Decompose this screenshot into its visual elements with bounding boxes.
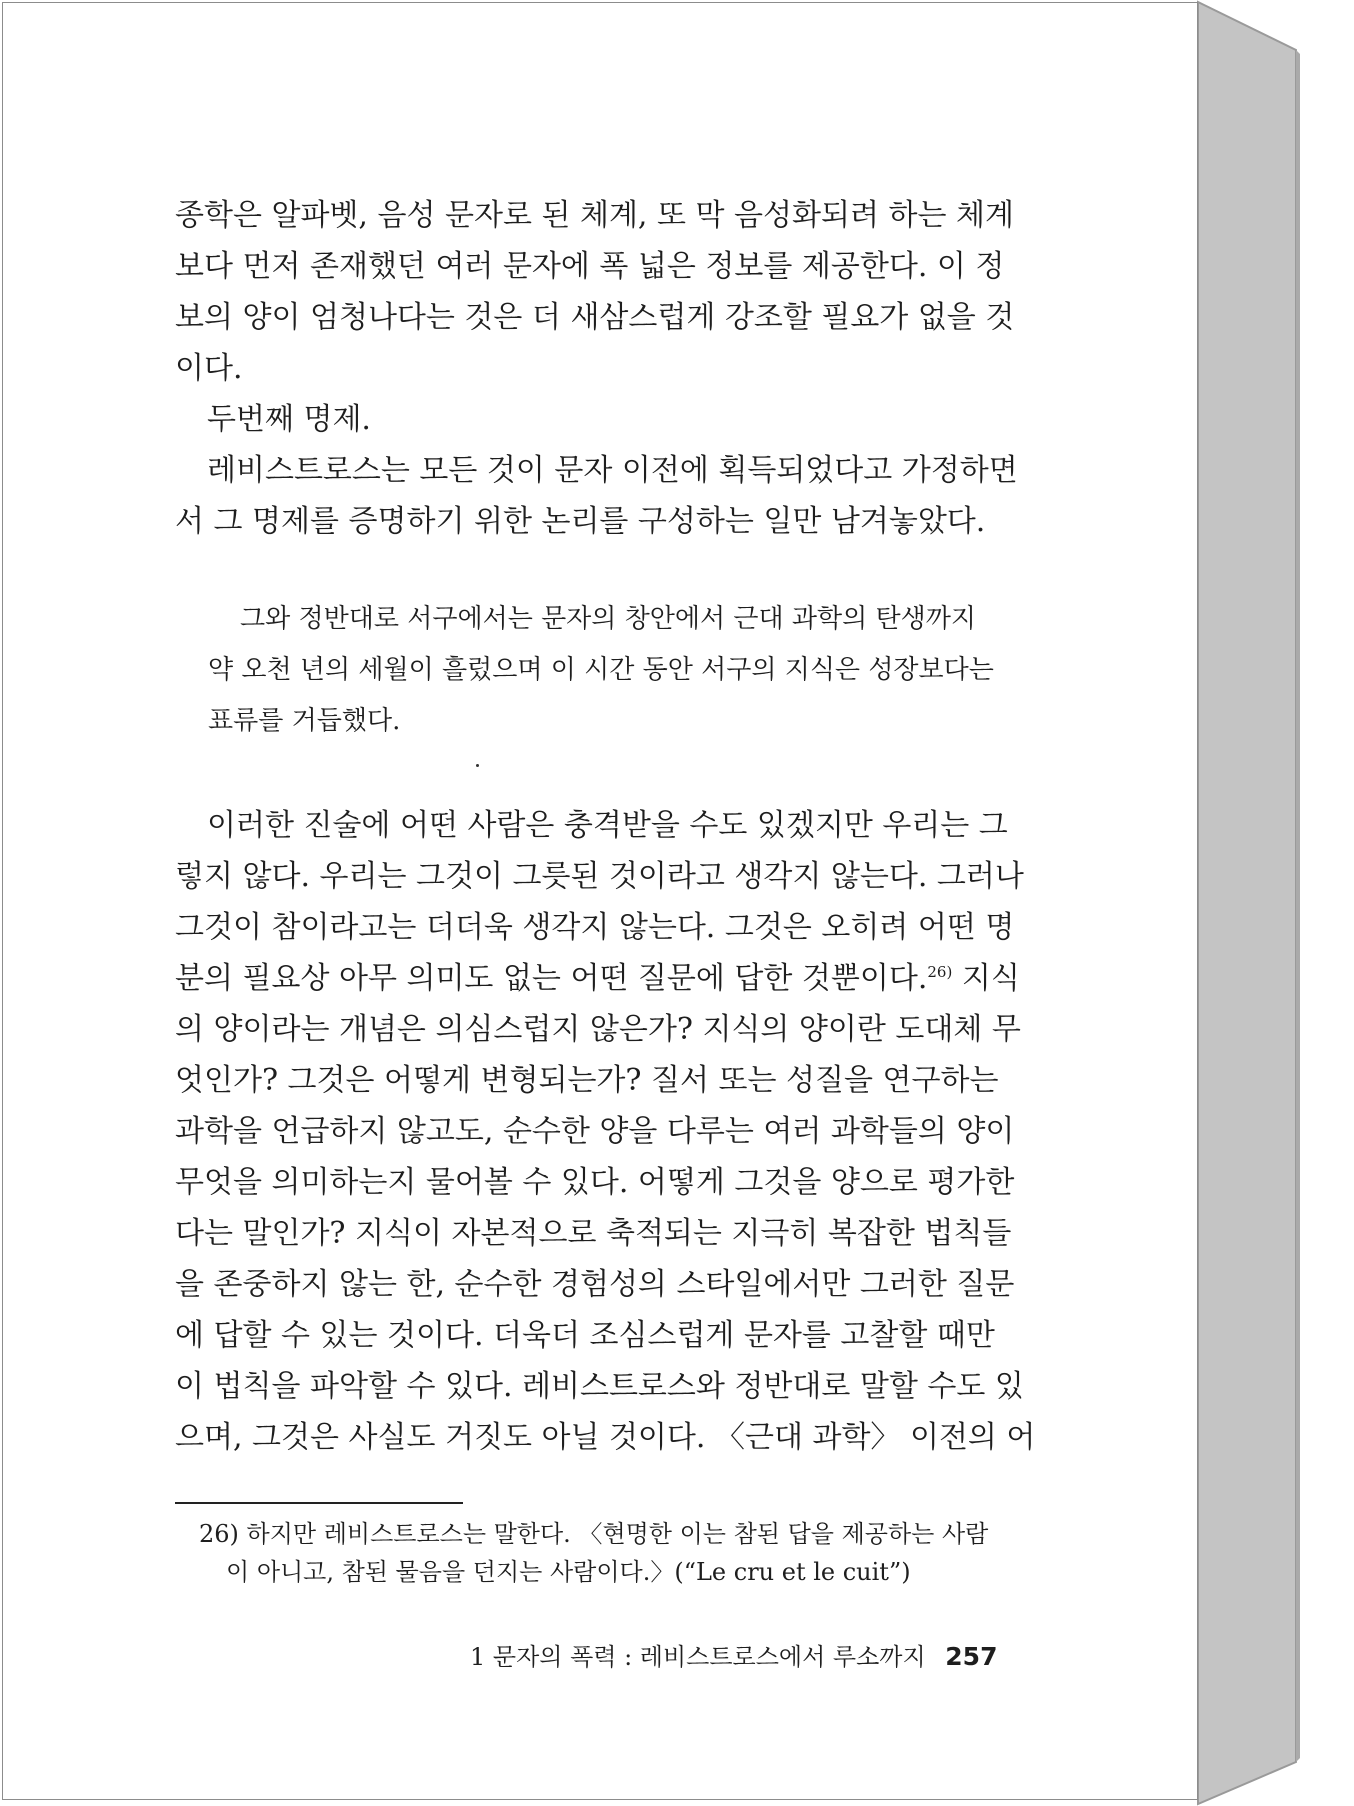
paragraph-main xyxy=(175,800,1050,1463)
block-quote xyxy=(208,594,1050,747)
text-line: 의 양이라는 개념은 의심스럽지 않은가? 지식의 양이란 도대체 무 xyxy=(175,1012,1021,1047)
footnote-line: 이 아니고, 참된 물음을 던지는 사람이다.〉(“Le cru et le cuit”) xyxy=(226,1558,911,1586)
text-line: 서 그 명제를 증명하기 위한 논리를 구성하는 일만 남겨놓았다. xyxy=(175,504,986,539)
proposition-heading: 두번째 명제. xyxy=(207,402,371,437)
chapter-title: 1 문자의 폭력 : 레비스트로스에서 루소까지 xyxy=(470,1643,926,1671)
text-line: 보다 먼저 존재했던 여러 문자에 폭 넓은 정보를 제공한다. 이 정 xyxy=(175,249,1005,284)
paragraph-top xyxy=(175,190,1050,547)
quote-line: 그와 정반대로 서구에서는 문자의 창안에서 근대 과학의 탄생까지 xyxy=(240,604,976,634)
text-line: 보의 양이 엄청나다는 것은 더 새삼스럽게 강조할 필요가 없을 것 xyxy=(175,300,1015,335)
text-line: 그것이 참이라고는 더더욱 생각지 않는다. 그것은 오히려 어떤 명 xyxy=(175,910,1015,945)
text-line: 종학은 알파벳, 음성 문자로 된 체계, 또 막 음성화되려 하는 체계 xyxy=(175,198,1014,233)
text-fragment: 분의 필요상 아무 의미도 없는 어떤 질문에 답한 것뿐이다. xyxy=(175,961,928,996)
footnote-rule xyxy=(175,1502,463,1504)
text-line: 과학을 언급하지 않고도, 순수한 양을 다루는 여러 과학들의 양이 xyxy=(175,1114,1015,1149)
text-line: 을 존중하지 않는 한, 순수한 경험성의 스타일에서만 그러한 질문 xyxy=(175,1267,1015,1302)
quote-line: 표류를 거듭했다. xyxy=(208,706,401,736)
text-line: 이 법칙을 파악할 수 있다. 레비스트로스와 정반대로 말할 수도 있 xyxy=(175,1369,1024,1404)
text-line: 다는 말인가? 지식이 자본적으로 축적되는 지극히 복잡한 법칙들 xyxy=(175,1216,1012,1251)
print-speck xyxy=(476,764,479,767)
text-line: 이다. xyxy=(175,351,243,386)
text-line: 레비스트로스는 모든 것이 문자 이전에 획득되었다고 가정하면 xyxy=(207,453,1018,488)
text-line: 에 답할 수 있는 것이다. 더욱더 조심스럽게 문자를 고찰할 때만 xyxy=(175,1318,995,1353)
text-line-with-footnote xyxy=(175,953,1050,1004)
page-number: 257 xyxy=(945,1642,998,1671)
text-line: 으며, 그것은 사실도 거짓도 아닐 것이다. 〈근대 과학〉 이전의 어 xyxy=(175,1420,1036,1455)
text-line: 엇인가? 그것은 어떻게 변형되는가? 질서 또는 성질을 연구하는 xyxy=(175,1063,999,1098)
text-fragment: 지식 xyxy=(952,961,1020,996)
footnote-reference: 26) xyxy=(927,963,953,981)
running-footer xyxy=(470,1637,1050,1672)
text-line: 렇지 않다. 우리는 그것이 그릇된 것이라고 생각지 않는다. 그러나 xyxy=(175,859,1024,894)
quote-line: 약 오천 년의 세월이 흘렀으며 이 시간 동안 서구의 지식은 성장보다는 xyxy=(208,655,994,685)
footnote xyxy=(199,1515,1049,1591)
footnote-line: 26) 하지만 레비스트로스는 말한다. 〈현명한 이는 참된 답을 제공하는 사람 xyxy=(199,1520,989,1548)
text-line: 무엇을 의미하는지 물어볼 수 있다. 어떻게 그것을 양으로 평가한 xyxy=(175,1165,1015,1200)
text-line: 이러한 진술에 어떤 사람은 충격받을 수도 있겠지만 우리는 그 xyxy=(207,808,1008,843)
